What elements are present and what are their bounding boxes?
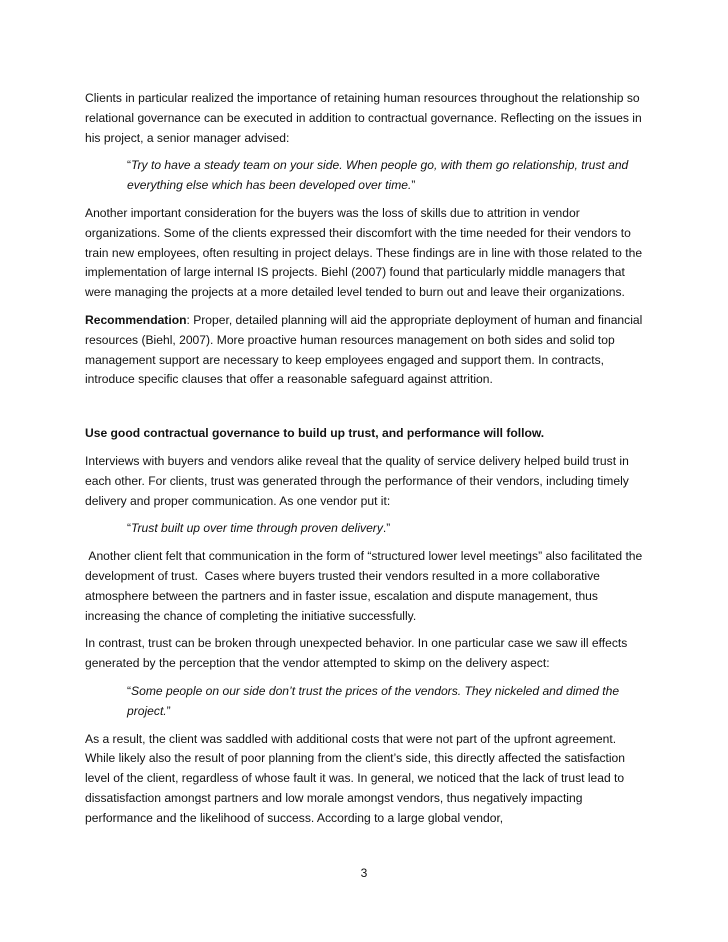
quote-2-open: “ — [127, 521, 132, 536]
document-body — [85, 89, 647, 837]
quote-3-close: ” — [166, 703, 171, 718]
quote-1-open: “ — [127, 158, 132, 173]
paragraph-5: In contrast, trust can be broken through unexpected behavior. In one particular case we saw ill effects generated by the perception that the vendor attempted to skimp on the delivery aspect: — [85, 636, 628, 671]
quote-2-close: .” — [382, 521, 391, 536]
paragraph-3: Interviews with buyers and vendors alike reveal that the quality of service delivery helped build trust in each other. For clients, trust was generated through the performance of their vendors, including timely delivery and proper communication. As one vendor put it: — [85, 453, 629, 508]
quote-3-open: “ — [127, 683, 132, 698]
quote-1-text: Try to have a steady team on your side. When people go, with them go relationship, trust and everything else which has been developed over time. — [127, 158, 629, 193]
recommendation-paragraph — [85, 311, 647, 390]
section-heading: Use good contractual governance to build up trust, and performance will follow. — [85, 426, 545, 441]
paragraph-6: As a result, the client was saddled with additional costs that were not part of the upfront agreement. While likely also the result of poor planning from the client’s side, this directly affected the satisfaction level of the client, regardless of whose fault it was. In general, we noticed that the lack of trust lead to dissatisfaction amongst partners and low morale amongst vendors, thus negatively impacting performance and the likelihood of success. According to a large global vendor, — [85, 731, 626, 825]
quote-2-text: Trust built up over time through proven delivery — [131, 521, 383, 536]
quote-3-text: Some people on our side don’t trust the prices of the vendors. They nickeled and dimed the project. — [127, 683, 620, 718]
paragraph-4: Another client felt that communication in the form of “structured lower level meetings” also facilitated the development of trust. Cases where buyers trusted their vendors resulted in a more collaborative atmosphere between the partners and in faster issue, escalation and dispute management, thus increasing the chance of completing the initiative successfully. — [85, 549, 646, 623]
paragraph-2: Another important consideration for the buyers was the loss of skills due to attrition in vendor organizations. Some of the clients expressed their discomfort with the time needed for their vendors to train new employees, often resulting in project delays. These findings are in line with those related to the implementation of large internal IS projects. Biehl (2007) found that particularly middle managers that were managing the projects at a more detailed level tended to burn out and leave their organizations. — [85, 205, 643, 300]
quote-1 — [127, 156, 637, 196]
paragraph-1: Clients in particular realized the importance of retaining human resources throughout the relationship so relational governance can be executed in addition to contractual governance. Reflecting on the issues in his project, a senior manager advised: — [85, 91, 642, 145]
recommendation-label: Recommendation — [85, 312, 187, 327]
recommendation-text: : Proper, detailed planning will aid the appropriate deployment of human and financial resources (Biehl, 2007). More proactive human resources management on both sides and solid top management support are necessary to keep employees engaged and support them. In contracts, introduce specific clauses that offer a reasonable safeguard against attrition. — [85, 312, 643, 387]
page-number: 3 — [360, 866, 368, 880]
quote-1-close: ” — [411, 178, 416, 193]
quote-2 — [127, 519, 637, 539]
quote-3 — [127, 682, 637, 722]
